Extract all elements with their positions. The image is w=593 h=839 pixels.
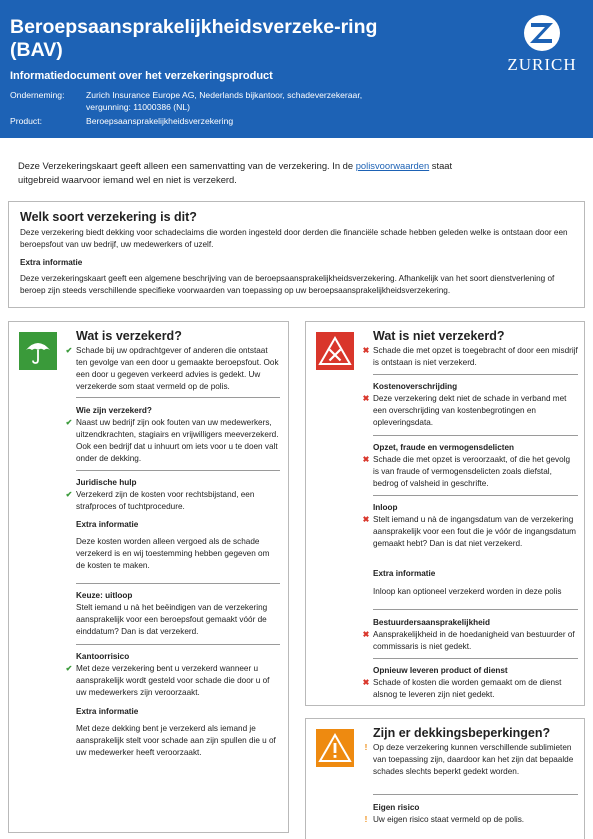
divider	[373, 609, 578, 610]
director-liability-item	[362, 617, 578, 653]
inloop-text: Stelt iemand u nà de ingangsdatum van de verzekering aansprakelijk voor een fout die je vóór de ingangsdatum gemaakt hebt? Dan is dat niet verzekerd.	[373, 514, 576, 548]
product-value: Beroepsaansprakelijkheidsverzekering	[86, 116, 234, 126]
divider	[76, 644, 280, 645]
cost-overrun-item	[362, 381, 578, 429]
cross-warning-icon	[316, 332, 354, 370]
office-extra-text-block	[76, 723, 280, 759]
office-extra-info	[76, 706, 280, 718]
legal-extra-text: Deze kosten worden alleen vergoed als de schade verzekerd is en wij toestemming hebben gegeven om de kosten te maken.	[76, 537, 270, 570]
inloop-extra-text-block	[373, 586, 578, 598]
redelivery-heading: Opnieuw leveren product of dienst	[373, 666, 508, 675]
intro-text	[18, 159, 468, 186]
office-risk-heading: Kantoorrisico	[76, 652, 130, 661]
redelivery-text: Schade of kosten die worden gemaakt om de dienst alsnog te leveren zijn niet gedekt.	[373, 677, 562, 699]
intro-text-end: staat uitgebreid waarvoor iemand wel en niet is verzekerd.	[18, 160, 453, 185]
cost-overrun-heading: Kostenoverschrijding	[373, 382, 458, 391]
director-liability-text: Aansprakelijkheid in de hoedanigheid van bestuurder of commissaris is niet gedekt.	[373, 629, 575, 651]
covered-item	[65, 345, 280, 393]
cross-icon: ✖	[362, 454, 370, 464]
cross-icon: ✖	[362, 514, 370, 524]
legal-help-heading: Juridische hulp	[76, 478, 137, 487]
redelivery-item	[362, 665, 578, 701]
not-covered-item-text: Schade die met opzet is toegebracht of door een misdrijf is ontstaan is niet verzekerd.	[373, 346, 578, 367]
legal-extra-info	[76, 519, 280, 531]
coverage-limits-title: Zijn er dekkingsbeperkingen?	[373, 726, 551, 740]
covered-title: Wat is verzekerd?	[76, 329, 182, 343]
cross-icon: ✖	[362, 629, 370, 639]
cross-icon: ✖	[362, 346, 370, 355]
insured-persons-heading: Wie zijn verzekerd?	[76, 406, 152, 415]
insurance-type-extra-text: Deze verzekeringskaart geeft een algemene beschrijving van de beroepsaansprakelijkheidsverzekering. Afhankelijk van het soort dienstverlening of beroep zijn steeds verschillende specifieke voorwaarden van toepassing op uw beroepsaansprakelijkheidsverzekering.	[20, 274, 555, 295]
policy-conditions-link[interactable]: polisvoorwaarden	[355, 160, 430, 171]
exclamation-icon: !	[364, 743, 368, 752]
own-risk-text: Uw eigen risico staat vermeld op de polis.	[373, 814, 525, 824]
divider	[373, 794, 578, 795]
divider	[76, 470, 280, 471]
inloop-heading: Inloop	[373, 503, 398, 512]
insured-persons-item	[65, 405, 280, 465]
coverage-limits-section	[305, 718, 585, 839]
legal-extra-text-block	[76, 536, 280, 572]
divider	[373, 495, 578, 496]
insurance-type-extra-heading: Extra informatie	[20, 258, 83, 267]
runoff-item	[76, 590, 280, 638]
umbrella-icon	[19, 332, 57, 370]
not-covered-section	[305, 321, 585, 706]
document-header	[0, 0, 593, 138]
office-risk-text: Met deze verzekering bent u verzekerd wanneer u aansprakelijk wordt gesteld voor schade die door u of uw medewerkers zijn veroorzaakt.	[76, 663, 270, 697]
runoff-text: Stelt iemand u nà het beëindigen van de verzekering aansprakelijk voor een beroepsfout gemaakt vóór de einddatum? Dan is dat verzekerd.	[76, 602, 268, 636]
divider	[373, 374, 578, 375]
own-risk-item	[364, 802, 578, 826]
zurich-logo	[500, 13, 584, 75]
cross-icon: ✖	[362, 393, 370, 403]
not-covered-title: Wat is niet verzekerd?	[373, 329, 505, 343]
product-label: Product:	[10, 116, 43, 126]
document-title: Beroepsaansprakelijkheidsverzeke-ring (BAV)	[10, 16, 378, 61]
divider	[373, 658, 578, 659]
insured-persons-text: Naast uw bedrijf zijn ook fouten van uw medewerkers, uitzendkrachten, stagiairs en vrijwilligers meeverzekerd. Ook een bedrijf dat u inhuurt om iets voor u te doen valt onder de dekking.	[76, 417, 279, 463]
office-extra-heading: Extra informatie	[76, 707, 139, 716]
legal-help-text: Verzekerd zijn de kosten voor rechtsbijstand, een strafproces of tuchtprocedure.	[76, 489, 255, 511]
inloop-item	[362, 502, 578, 550]
divider	[76, 397, 280, 398]
fraud-heading: Opzet, fraude en vermogensdelicten	[373, 443, 515, 452]
own-risk-heading: Eigen risico	[373, 803, 420, 812]
fraud-text: Schade die met opzet is veroorzaakt, of die het gevolg is van fraude of vermogensdelicten zoals diefstal, bedrog of valsheid in geschrifte.	[373, 454, 571, 488]
runoff-heading: Keuze: uitloop	[76, 591, 133, 600]
legal-extra-heading: Extra informatie	[76, 520, 139, 529]
not-covered-item	[362, 345, 578, 369]
check-icon: ✔	[65, 663, 73, 673]
inloop-extra-heading: Extra informatie	[373, 569, 436, 578]
divider	[76, 583, 280, 584]
company-value: Zurich Insurance Europe AG, Nederlands bijkantoor, schadeverzekeraar, vergunning: 11000386 (NL)	[86, 90, 363, 112]
legal-help-item	[65, 477, 280, 513]
inloop-extra-info	[373, 568, 578, 580]
divider	[373, 435, 578, 436]
sublimits-text: Op deze verzekering kunnen verschillende sublimieten van toepassing zijn, daardoor kan het zijn dat bepaalde schades slechts beperkt gedekt worden.	[373, 743, 574, 776]
company-label: Onderneming:	[10, 90, 65, 100]
zurich-wordmark: ZURICH	[507, 55, 577, 74]
check-icon: ✔	[65, 417, 73, 427]
exclamation-warning-icon	[316, 729, 354, 767]
covered-section	[8, 321, 289, 833]
exclamation-icon: !	[364, 814, 368, 824]
intro-text-start: Deze Verzekeringskaart geeft alleen een samenvatting van de verzekering. In de	[18, 160, 356, 171]
zurich-emblem-icon	[500, 13, 584, 55]
office-risk-item	[65, 651, 280, 699]
document-subtitle: Informatiedocument over het verzekeringsproduct	[10, 70, 273, 82]
insurance-type-title: Welk soort verzekering is dit?	[20, 210, 197, 224]
check-icon: ✔	[65, 489, 73, 499]
sublimits-item	[364, 742, 578, 778]
covered-item-text: Schade bij uw opdrachtgever of anderen die ontstaat ten gevolge van een door u gemaakte beroepsfout. Ook een door u gegeven verkeerd advies is gedekt. Uw verzekerde som staat vermeld op de polis.	[76, 346, 279, 391]
fraud-item	[362, 442, 578, 490]
inloop-extra-text: Inloop kan optioneel verzekerd worden in deze polis	[373, 587, 562, 596]
director-liability-heading: Bestuurdersaansprakelijkheid	[373, 618, 490, 627]
check-icon: ✔	[65, 346, 73, 355]
office-extra-text: Met deze dekking bent je verzekerd als iemand je aansprakelijk stelt voor schade aan zijn spullen die u of uw medewerker heeft veroorzaakt.	[76, 724, 276, 757]
cost-overrun-text: Deze verzekering dekt niet de schade in verband met een overschrijding van kostenbegrotingen en opleveringsdata.	[373, 393, 567, 427]
insurance-type-text: Deze verzekering biedt dekking voor schadeclaims die worden ingesteld door derden die financiële schade hebben geleden welke is ontstaan door een beroepsfout van uw bedrijf, uw medewerkers of uzelf.	[20, 228, 568, 249]
cross-icon: ✖	[362, 677, 370, 687]
insurance-type-section	[8, 201, 585, 308]
